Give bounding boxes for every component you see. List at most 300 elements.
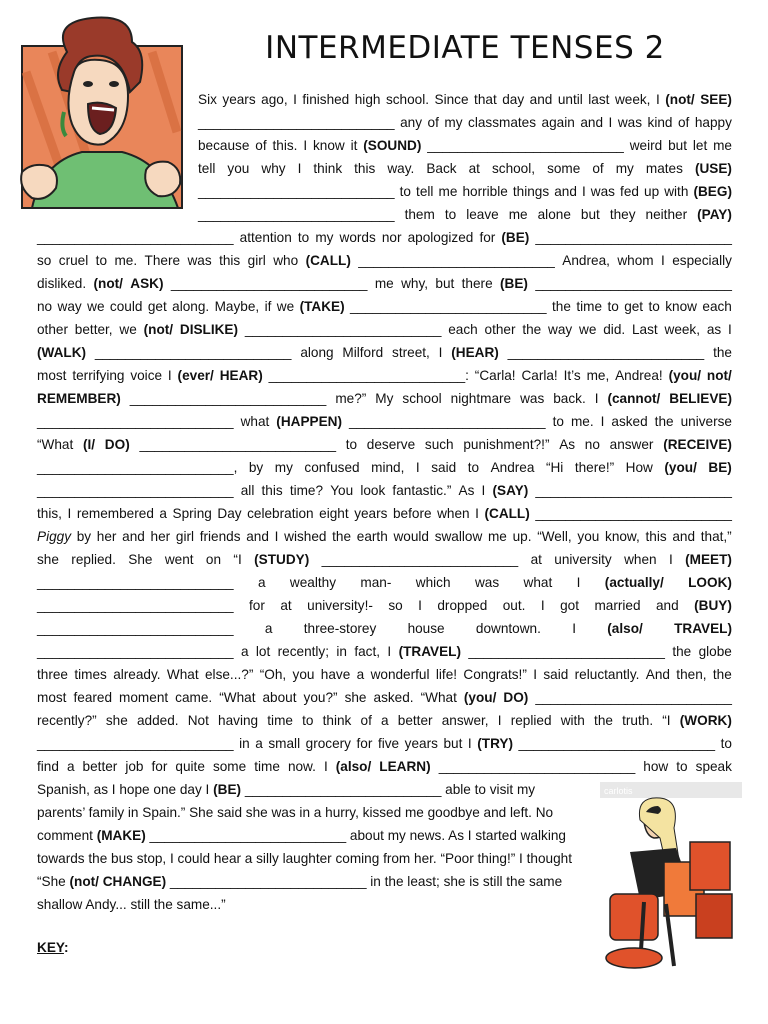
word: week, (664, 322, 701, 337)
word: a (257, 575, 266, 590)
text-line (37, 387, 732, 410)
word: of (255, 138, 267, 153)
word: high (354, 92, 381, 107)
word: my (615, 161, 634, 176)
word: by (248, 460, 264, 475)
worksheet-title: INTERMEDIATE TENSES 2 (265, 30, 665, 66)
word: Six (198, 92, 217, 107)
word: It’s (563, 368, 581, 383)
verb-prompt: (STUDY) (254, 552, 310, 567)
word: until (557, 92, 583, 107)
word: answer, (441, 713, 489, 728)
word: voice (130, 368, 163, 383)
verb-prompt: (not/ (93, 276, 123, 291)
word: how (643, 759, 669, 774)
word: to (607, 299, 619, 314)
word: and (655, 598, 679, 613)
word: alone (537, 207, 571, 222)
word: I (594, 391, 599, 406)
word: they (609, 207, 636, 222)
word: lot (255, 644, 271, 659)
text-line (37, 456, 732, 479)
word: married (594, 598, 641, 613)
word: with (560, 713, 585, 728)
word: the (672, 644, 692, 659)
word: of (592, 161, 604, 176)
text-line (37, 755, 732, 778)
word: girl (175, 529, 195, 544)
word: came. (175, 690, 213, 705)
word: Piggy (37, 529, 72, 544)
verb-prompt: (you/ (664, 460, 697, 475)
text-line (37, 295, 732, 318)
text-line (198, 111, 732, 134)
word: week, (614, 92, 651, 107)
word: a (159, 506, 167, 521)
text-line (198, 157, 732, 180)
word: things (512, 184, 550, 199)
word: said (543, 667, 569, 682)
word: Back (426, 161, 457, 176)
text-line (37, 479, 732, 502)
word: this (354, 161, 376, 176)
word: and (246, 529, 269, 544)
word: find (37, 759, 59, 774)
word: there!” (574, 460, 615, 475)
word: Congrats!” (463, 667, 527, 682)
word: dropped (437, 598, 488, 613)
verb-prompt: (BUY) (694, 598, 732, 613)
verb-prompt: (TAKE) (299, 299, 345, 314)
word: a (255, 736, 263, 751)
text-run: parents’ family in Spain.” She said she was in a hurry, kissed me goodbye and left. No (37, 805, 554, 820)
word: house (407, 621, 445, 636)
text-line (198, 180, 732, 203)
word: Last (631, 322, 658, 337)
word: she (105, 713, 128, 728)
verb-prompt: ASK) (130, 276, 164, 291)
word: back. (553, 391, 586, 406)
word: for (249, 598, 265, 613)
word: terrifying (72, 368, 125, 383)
word: on (205, 552, 222, 567)
word: already. (113, 667, 161, 682)
verb-prompt: (USE) (694, 161, 732, 176)
word: remembered (76, 506, 154, 521)
word: “What (37, 437, 74, 452)
word: now. (287, 759, 316, 774)
text-line (37, 824, 596, 847)
word: to (345, 437, 358, 452)
answer-blank: __________________________ (198, 184, 395, 199)
word: time (576, 299, 603, 314)
word: for (479, 230, 496, 245)
word: me (374, 276, 394, 291)
word: Day (217, 506, 242, 521)
answer-blank: __________________________ (37, 621, 234, 636)
verb-prompt: (cannot/ (607, 391, 661, 406)
verb-prompt: (SOUND) (363, 138, 422, 153)
word: there (461, 276, 493, 291)
verb-prompt: HEAR) (219, 368, 263, 383)
word: nightmare (450, 391, 512, 406)
word: me (438, 184, 458, 199)
word: me (508, 207, 528, 222)
word: universe (680, 414, 732, 429)
answer-blank: __________________________ (139, 437, 337, 452)
word: the (332, 529, 352, 544)
word: why, (401, 276, 429, 291)
word: was (520, 391, 545, 406)
word: As (458, 483, 475, 498)
word: who (273, 253, 299, 268)
word: friends (199, 529, 241, 544)
verb-prompt: (HAPPEN) (276, 414, 343, 429)
word: asked. (373, 690, 414, 705)
word: along. (172, 299, 210, 314)
word: to (297, 230, 310, 245)
text-line (37, 502, 732, 525)
text-line (37, 870, 596, 893)
word: I (167, 368, 172, 383)
word: each (702, 299, 732, 314)
verb-prompt: SEE) (700, 92, 732, 107)
word: me. (114, 253, 138, 268)
answer-blank: __________________________ (438, 759, 636, 774)
word: university (554, 552, 612, 567)
word: why (261, 161, 286, 176)
word: neither (645, 207, 688, 222)
word: got (560, 598, 579, 613)
word: to (399, 184, 411, 199)
word: think (313, 161, 343, 176)
word: for (356, 736, 373, 751)
verb-prompt: (also/ (335, 759, 372, 774)
word: let (692, 138, 708, 153)
word: but (668, 138, 687, 153)
answer-blank: __________________________ (427, 138, 624, 153)
text-line (37, 341, 732, 364)
word: wealthy (289, 575, 337, 590)
word: we (119, 322, 137, 337)
word: know (312, 138, 345, 153)
word: that (474, 92, 497, 107)
verb-prompt: (BE) (213, 782, 242, 797)
word: added. (136, 713, 179, 728)
text-line (37, 847, 596, 870)
word: you (577, 529, 600, 544)
word: speak (695, 759, 732, 774)
verb-prompt: REMEMBER) (37, 391, 121, 406)
answer-blank: __________________________ (94, 345, 292, 360)
word: university!- (307, 598, 373, 613)
word: think (322, 713, 352, 728)
word: tell (416, 184, 434, 199)
word: she (37, 552, 59, 567)
verb-prompt: (WORK) (679, 713, 732, 728)
word: which (415, 575, 451, 590)
word: of (360, 713, 372, 728)
word: truth. (622, 713, 654, 728)
word: street, (392, 345, 430, 360)
word: years (354, 506, 388, 521)
word: “Hi (545, 460, 564, 475)
word: nor (381, 230, 402, 245)
word: most (37, 368, 67, 383)
word: job (125, 759, 144, 774)
word: such (424, 437, 454, 452)
text-line (37, 433, 732, 456)
word: man- (360, 575, 392, 590)
word: mind, (371, 460, 405, 475)
word: the (522, 322, 542, 337)
word: attention (239, 230, 292, 245)
verb-prompt: (BE) (500, 276, 528, 291)
word: How (625, 460, 653, 475)
word: it (350, 138, 358, 153)
word: about (262, 690, 297, 705)
word: My (375, 391, 394, 406)
word: life! (435, 667, 458, 682)
word: “I (662, 713, 671, 728)
word: to (720, 736, 732, 751)
text-line (37, 617, 732, 640)
verb-prompt: (TRAVEL) (398, 644, 461, 659)
word: in (336, 644, 347, 659)
text-line (37, 364, 732, 387)
word: times (74, 667, 107, 682)
verb-prompt: (SAY) (492, 483, 529, 498)
word: I (600, 414, 605, 429)
word: apologized (407, 230, 474, 245)
answer-blank: __________________________ (535, 506, 732, 521)
text-line (37, 801, 596, 824)
verb-prompt: DISLIKE) (179, 322, 239, 337)
word: I (540, 598, 545, 613)
word: Carla! (521, 368, 558, 383)
word: I (303, 138, 308, 153)
word: grocery (305, 736, 351, 751)
word: a (264, 621, 273, 636)
word: said (431, 460, 457, 475)
word: but (435, 276, 455, 291)
word: along (300, 345, 334, 360)
word: when (437, 506, 470, 521)
word: I (728, 322, 732, 337)
word: having (218, 713, 259, 728)
word: time (267, 713, 293, 728)
word: this (219, 253, 241, 268)
word: no (37, 299, 53, 314)
verb-prompt: DO) (503, 690, 529, 705)
answer-blank: __________________________, (37, 460, 238, 475)
verb-prompt: (BE) (501, 230, 530, 245)
verb-prompt: LOOK) (688, 575, 732, 590)
word: I (418, 598, 422, 613)
text-run: shallow Andy... still the same...” (37, 897, 226, 912)
text-line (37, 410, 732, 433)
word: up (644, 184, 660, 199)
answer-blank: __________________________: (268, 368, 469, 383)
word: but (580, 207, 600, 222)
word: wished (284, 529, 327, 544)
verb-prompt: (CALL) (305, 253, 351, 268)
word: wonderful (370, 667, 430, 682)
verb-prompt: LEARN) (379, 759, 431, 774)
word: as (706, 322, 722, 337)
word: a (66, 759, 75, 774)
word: I (293, 92, 297, 107)
word: school (402, 391, 442, 406)
word: “Carla! (474, 368, 516, 383)
word: else...?” (205, 667, 254, 682)
word: out. (502, 598, 526, 613)
word: the (712, 667, 732, 682)
word: my (274, 460, 293, 475)
word: As (559, 437, 576, 452)
answer-blank: __________________________ (358, 253, 555, 268)
text-line (37, 594, 732, 617)
text-line (198, 134, 732, 157)
text-line (37, 249, 732, 272)
word: I (497, 713, 502, 728)
verb-prompt: (not/ (143, 322, 174, 337)
word: I (661, 253, 665, 268)
word: better (82, 759, 118, 774)
word: at (468, 161, 480, 176)
word: “What (219, 690, 256, 705)
answer-blank: __________________________ (350, 299, 547, 314)
word: up. (512, 529, 532, 544)
word: a (240, 644, 249, 659)
word: in (239, 736, 250, 751)
word: tell (198, 161, 216, 176)
word: you?” (303, 690, 338, 705)
word: way (57, 299, 82, 314)
word: fed (620, 184, 639, 199)
word: did. (603, 322, 626, 337)
verb-prompt: (you/ (668, 368, 702, 383)
answer-blank: __________________________ (535, 690, 732, 705)
word: to (552, 414, 564, 429)
word: them (404, 207, 435, 222)
word: Spring (172, 506, 212, 521)
word: “What (420, 690, 457, 705)
word: and (672, 529, 696, 544)
word: “Oh, (259, 667, 287, 682)
word: Milford (342, 345, 384, 360)
answer-blank: __________________________ (129, 391, 327, 406)
word: to (467, 460, 480, 475)
word: I (655, 92, 660, 107)
word: I (438, 345, 443, 360)
word: last (588, 92, 610, 107)
word: small (268, 736, 301, 751)
word: at (280, 598, 292, 613)
answer-blank: __________________________ (37, 598, 234, 613)
word: her (96, 529, 117, 544)
text-line (198, 88, 732, 111)
word: I (668, 552, 673, 567)
word: leave (466, 207, 499, 222)
word: at (530, 552, 542, 567)
word: You (330, 483, 354, 498)
text-line (37, 732, 732, 755)
answer-blank: __________________________ (37, 736, 234, 751)
verb-prompt: BE) (708, 460, 732, 475)
word: feared (73, 690, 113, 705)
word: I (475, 506, 479, 521)
text-line (37, 640, 732, 663)
answer-blank: __________________________ (37, 575, 234, 590)
word: that,” (700, 529, 732, 544)
word: what (523, 575, 553, 590)
word: eight (319, 506, 349, 521)
word: globe (698, 644, 732, 659)
word: some (547, 161, 581, 176)
verb-prompt: (TRY) (477, 736, 513, 751)
woman-with-shopping-bags-illustration (600, 782, 742, 970)
verb-prompt: not/ (706, 368, 732, 383)
word: you (292, 667, 315, 682)
text-run: __________________________ in the least; she is still the same (166, 874, 563, 889)
word: time? (289, 483, 324, 498)
word: so (37, 253, 52, 268)
word: then, (676, 667, 707, 682)
word: Maybe, (214, 299, 260, 314)
text-line (37, 525, 732, 548)
word: because (198, 138, 250, 153)
word: to (444, 207, 457, 222)
word: she (344, 690, 367, 705)
word: confused (304, 460, 360, 475)
answer-blank: __________________________ (535, 483, 732, 498)
verb-prompt: TRAVEL) (674, 621, 732, 636)
text-line (37, 272, 732, 295)
word: “I (233, 552, 242, 567)
word: horrible (462, 184, 508, 199)
word: years (222, 92, 256, 107)
word: especially (672, 253, 732, 268)
verb-prompt: (ever/ (177, 368, 214, 383)
answer-blank: __________________________ (535, 230, 732, 245)
text-line (198, 203, 732, 226)
word: asked (611, 414, 648, 429)
word: the (654, 414, 674, 429)
word: I (274, 529, 279, 544)
word: each (448, 322, 478, 337)
word: with (664, 184, 689, 199)
word: a (381, 713, 389, 728)
word: She (128, 552, 153, 567)
word: other (484, 322, 516, 337)
verb-prompt: (also/ (607, 621, 643, 636)
text-line (37, 571, 732, 594)
answer-blank: __________________________ (321, 552, 519, 567)
word: when (624, 552, 657, 567)
word: I (67, 506, 72, 521)
verb-prompt: (HEAR) (451, 345, 499, 360)
answer-blank: __________________________ (37, 414, 234, 429)
word: Since (434, 92, 469, 107)
word: could (109, 299, 143, 314)
word: I (415, 460, 420, 475)
word: girl (247, 253, 266, 268)
word: no (584, 437, 600, 452)
verb-prompt: (WALK) (37, 345, 87, 360)
word: get (147, 299, 167, 314)
word: all (240, 483, 255, 498)
